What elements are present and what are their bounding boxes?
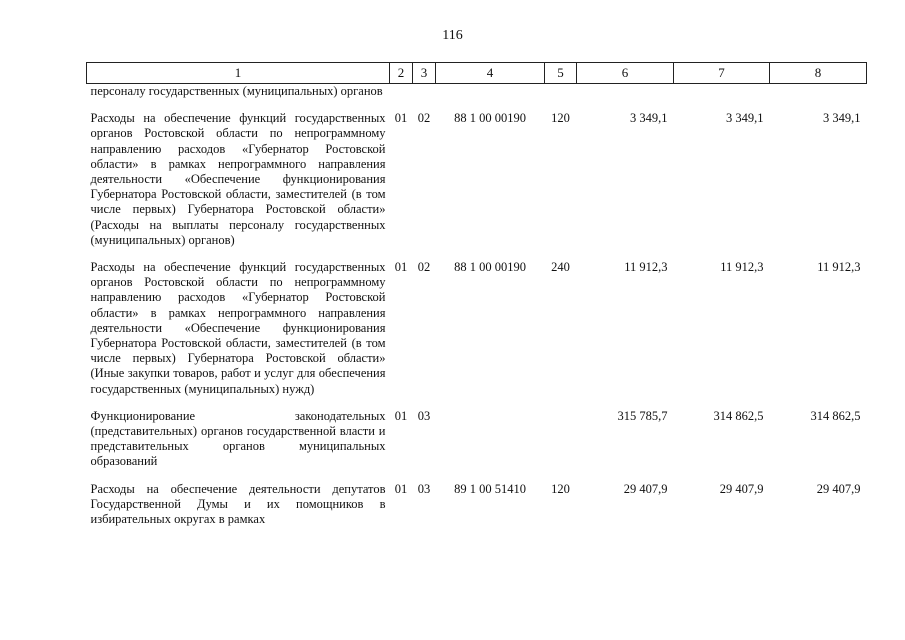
row-expense-type: [545, 84, 577, 112]
row-expense-type: 120: [551, 481, 570, 496]
row-section: 01: [394, 408, 408, 423]
row-target-code: 89 1 00 51410: [454, 481, 526, 496]
row-target-code: [436, 84, 545, 112]
row-description: Расходы на обеспечение функций государственных органов Ростовской области по непрограммному направлению расходов «Губернатор Ростовской области» в рамках непрограммного направления деятельности «Обеспечение функционирования Губернатора Ростовской области, заместителей (в том числе первых) Губернатора Ростовской области» (Расходы на выплаты персоналу государственных (муниципальных) органов): [90, 111, 386, 247]
row-subsection: 03: [417, 408, 431, 423]
row-amount-2: 11 912,3: [720, 260, 764, 275]
budget-table: [86, 62, 867, 539]
table-header: [87, 63, 867, 84]
row-subsection: 02: [417, 111, 431, 126]
row-subsection: [413, 84, 436, 112]
row-amount-1: [577, 84, 674, 112]
row-amount-3: 3 349,1: [823, 111, 861, 126]
row-section: 01: [394, 111, 408, 126]
row-amount-2: 29 407,9: [719, 481, 764, 496]
row-amount-1: 11 912,3: [624, 260, 668, 275]
col-header-3: 3: [413, 63, 436, 84]
col-header-8: 8: [770, 63, 867, 84]
table-row: [87, 84, 867, 112]
table-row: [87, 409, 867, 482]
table-row: [87, 482, 867, 540]
col-header-5: 5: [545, 63, 577, 84]
col-header-2: 2: [390, 63, 413, 84]
row-expense-type: 240: [551, 260, 570, 275]
row-subsection: 02: [417, 260, 431, 275]
row-amount-2: [674, 84, 770, 112]
row-amount-2: 3 349,1: [726, 111, 764, 126]
row-target-code: [436, 409, 545, 482]
col-header-7: 7: [674, 63, 770, 84]
header-row: [87, 63, 867, 84]
col-header-1: 1: [87, 63, 390, 84]
row-subsection: 03: [417, 481, 431, 496]
row-description: Расходы на обеспечение деятельности депутатов Государственной Думы и их помощников в избирательных округах в рамках: [90, 481, 386, 527]
row-amount-3: 29 407,9: [816, 481, 861, 496]
table-row: [87, 111, 867, 260]
row-expense-type: 120: [551, 111, 570, 126]
row-target-code: 88 1 00 00190: [454, 260, 526, 275]
row-description: Расходы на обеспечение функций государственных органов Ростовской области по непрограммному направлению расходов «Губернатор Ростовской области» в рамках непрограммного направления деятельности «Обеспечение функционирования Губернатора Ростовской области, заместителей (в том числе первых) Губернатора Ростовской области» (Иные закупки товаров, работ и услуг для обеспечения государственных (муниципальных) нужд): [90, 260, 386, 396]
row-amount-1: 315 785,7: [617, 408, 668, 423]
row-amount-1: 29 407,9: [623, 481, 668, 496]
row-section: 01: [394, 481, 408, 496]
row-description: персоналу государственных (муниципальных) органов: [90, 84, 383, 98]
row-section: [390, 84, 413, 112]
row-amount-3: 314 862,5: [810, 408, 861, 423]
row-amount-2: 314 862,5: [713, 408, 764, 423]
row-amount-3: 11 912,3: [817, 260, 861, 275]
row-section: 01: [394, 260, 408, 275]
col-header-6: 6: [577, 63, 674, 84]
row-description: Функционирование законодательных (представительных) органов государственной власти и представительных органов муниципальных образований: [90, 408, 386, 469]
col-header-4: 4: [436, 63, 545, 84]
row-amount-3: [770, 84, 867, 112]
row-target-code: 88 1 00 00190: [454, 111, 526, 126]
table-row: [87, 260, 867, 409]
page-number: 116: [442, 28, 463, 43]
row-amount-1: 3 349,1: [630, 111, 668, 126]
row-expense-type: [545, 409, 577, 482]
